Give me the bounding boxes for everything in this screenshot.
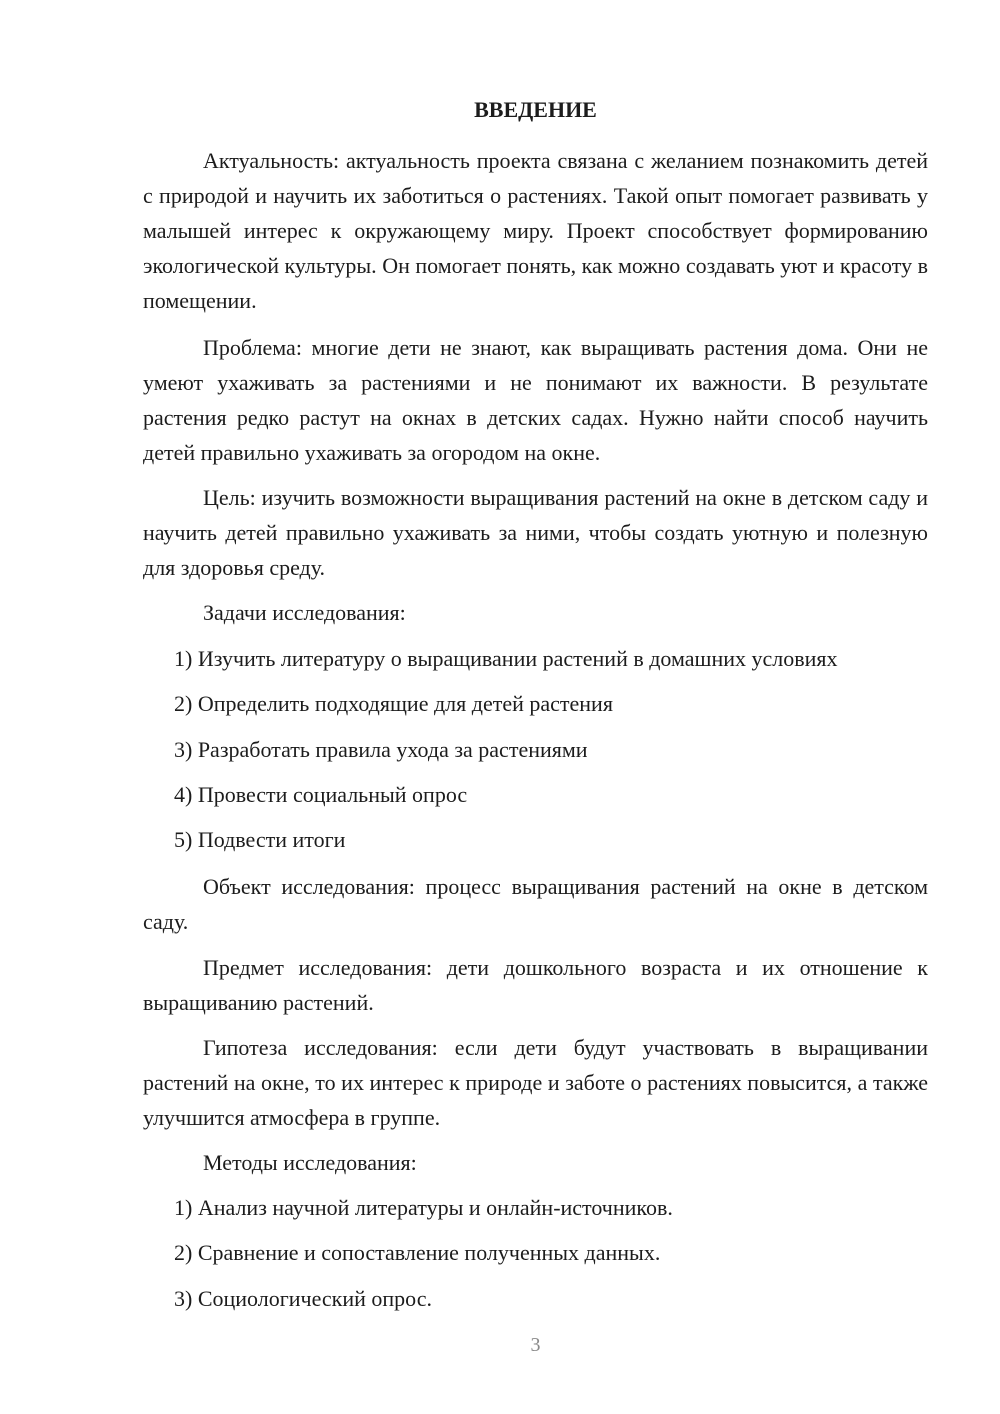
- tasks-heading: Задачи исследования:: [203, 600, 406, 625]
- task-item: 1) Изучить литературу о выращивании растений в домашних условиях: [174, 646, 838, 671]
- method-item: 1) Анализ научной литературы и онлайн-источников.: [174, 1195, 673, 1220]
- task-item: 4) Провести социальный опрос: [174, 782, 468, 807]
- hypothesis-paragraph: Гипотеза исследования: если дети будут участвовать в выращивании растений на окне, то их интерес к природе и заботе о растениях повысится, а также улучшится атмосфера в группе.: [143, 1035, 928, 1130]
- document-page: [143, 0, 928, 1414]
- task-item: 5) Подвести итоги: [174, 827, 346, 852]
- method-item: 3) Социологический опрос.: [174, 1286, 432, 1311]
- problem-paragraph: Проблема: многие дети не знают, как выращивать растения дома. Они не умеют ухаживать за растениями и не понимают их важности. В результате растения редко растут на окнах в детских садах. Нужно найти способ научить детей правильно ухаживать за огородом на окне.: [143, 335, 928, 465]
- methods-heading: Методы исследования:: [203, 1150, 417, 1175]
- task-item: 3) Разработать правила ухода за растениями: [174, 737, 588, 762]
- page-title: ВВЕДЕНИЕ: [474, 97, 597, 122]
- task-item: 2) Определить подходящие для детей растения: [174, 691, 613, 716]
- goal-paragraph: Цель: изучить возможности выращивания растений на окне в детском саду и научить детей правильно ухаживать за ними, чтобы создать уютную и полезную для здоровья среду.: [143, 485, 928, 580]
- page-number: 3: [530, 1334, 541, 1356]
- subject-paragraph: Предмет исследования: дети дошкольного возраста и их отношение к выращиванию растений.: [143, 955, 928, 1015]
- object-paragraph: Объект исследования: процесс выращивания растений на окне в детском саду.: [143, 874, 928, 934]
- relevance-paragraph: Актуальность: актуальность проекта связана с желанием познакомить детей с природой и научить их заботиться о растениях. Такой опыт помогает развивать у малышей интерес к окружающему миру. Проект способствует формированию экологической культуры. Он помогает понять, как можно создавать уют и красоту в помещении.: [143, 148, 928, 313]
- method-item: 2) Сравнение и сопоставление полученных данных.: [174, 1240, 661, 1265]
